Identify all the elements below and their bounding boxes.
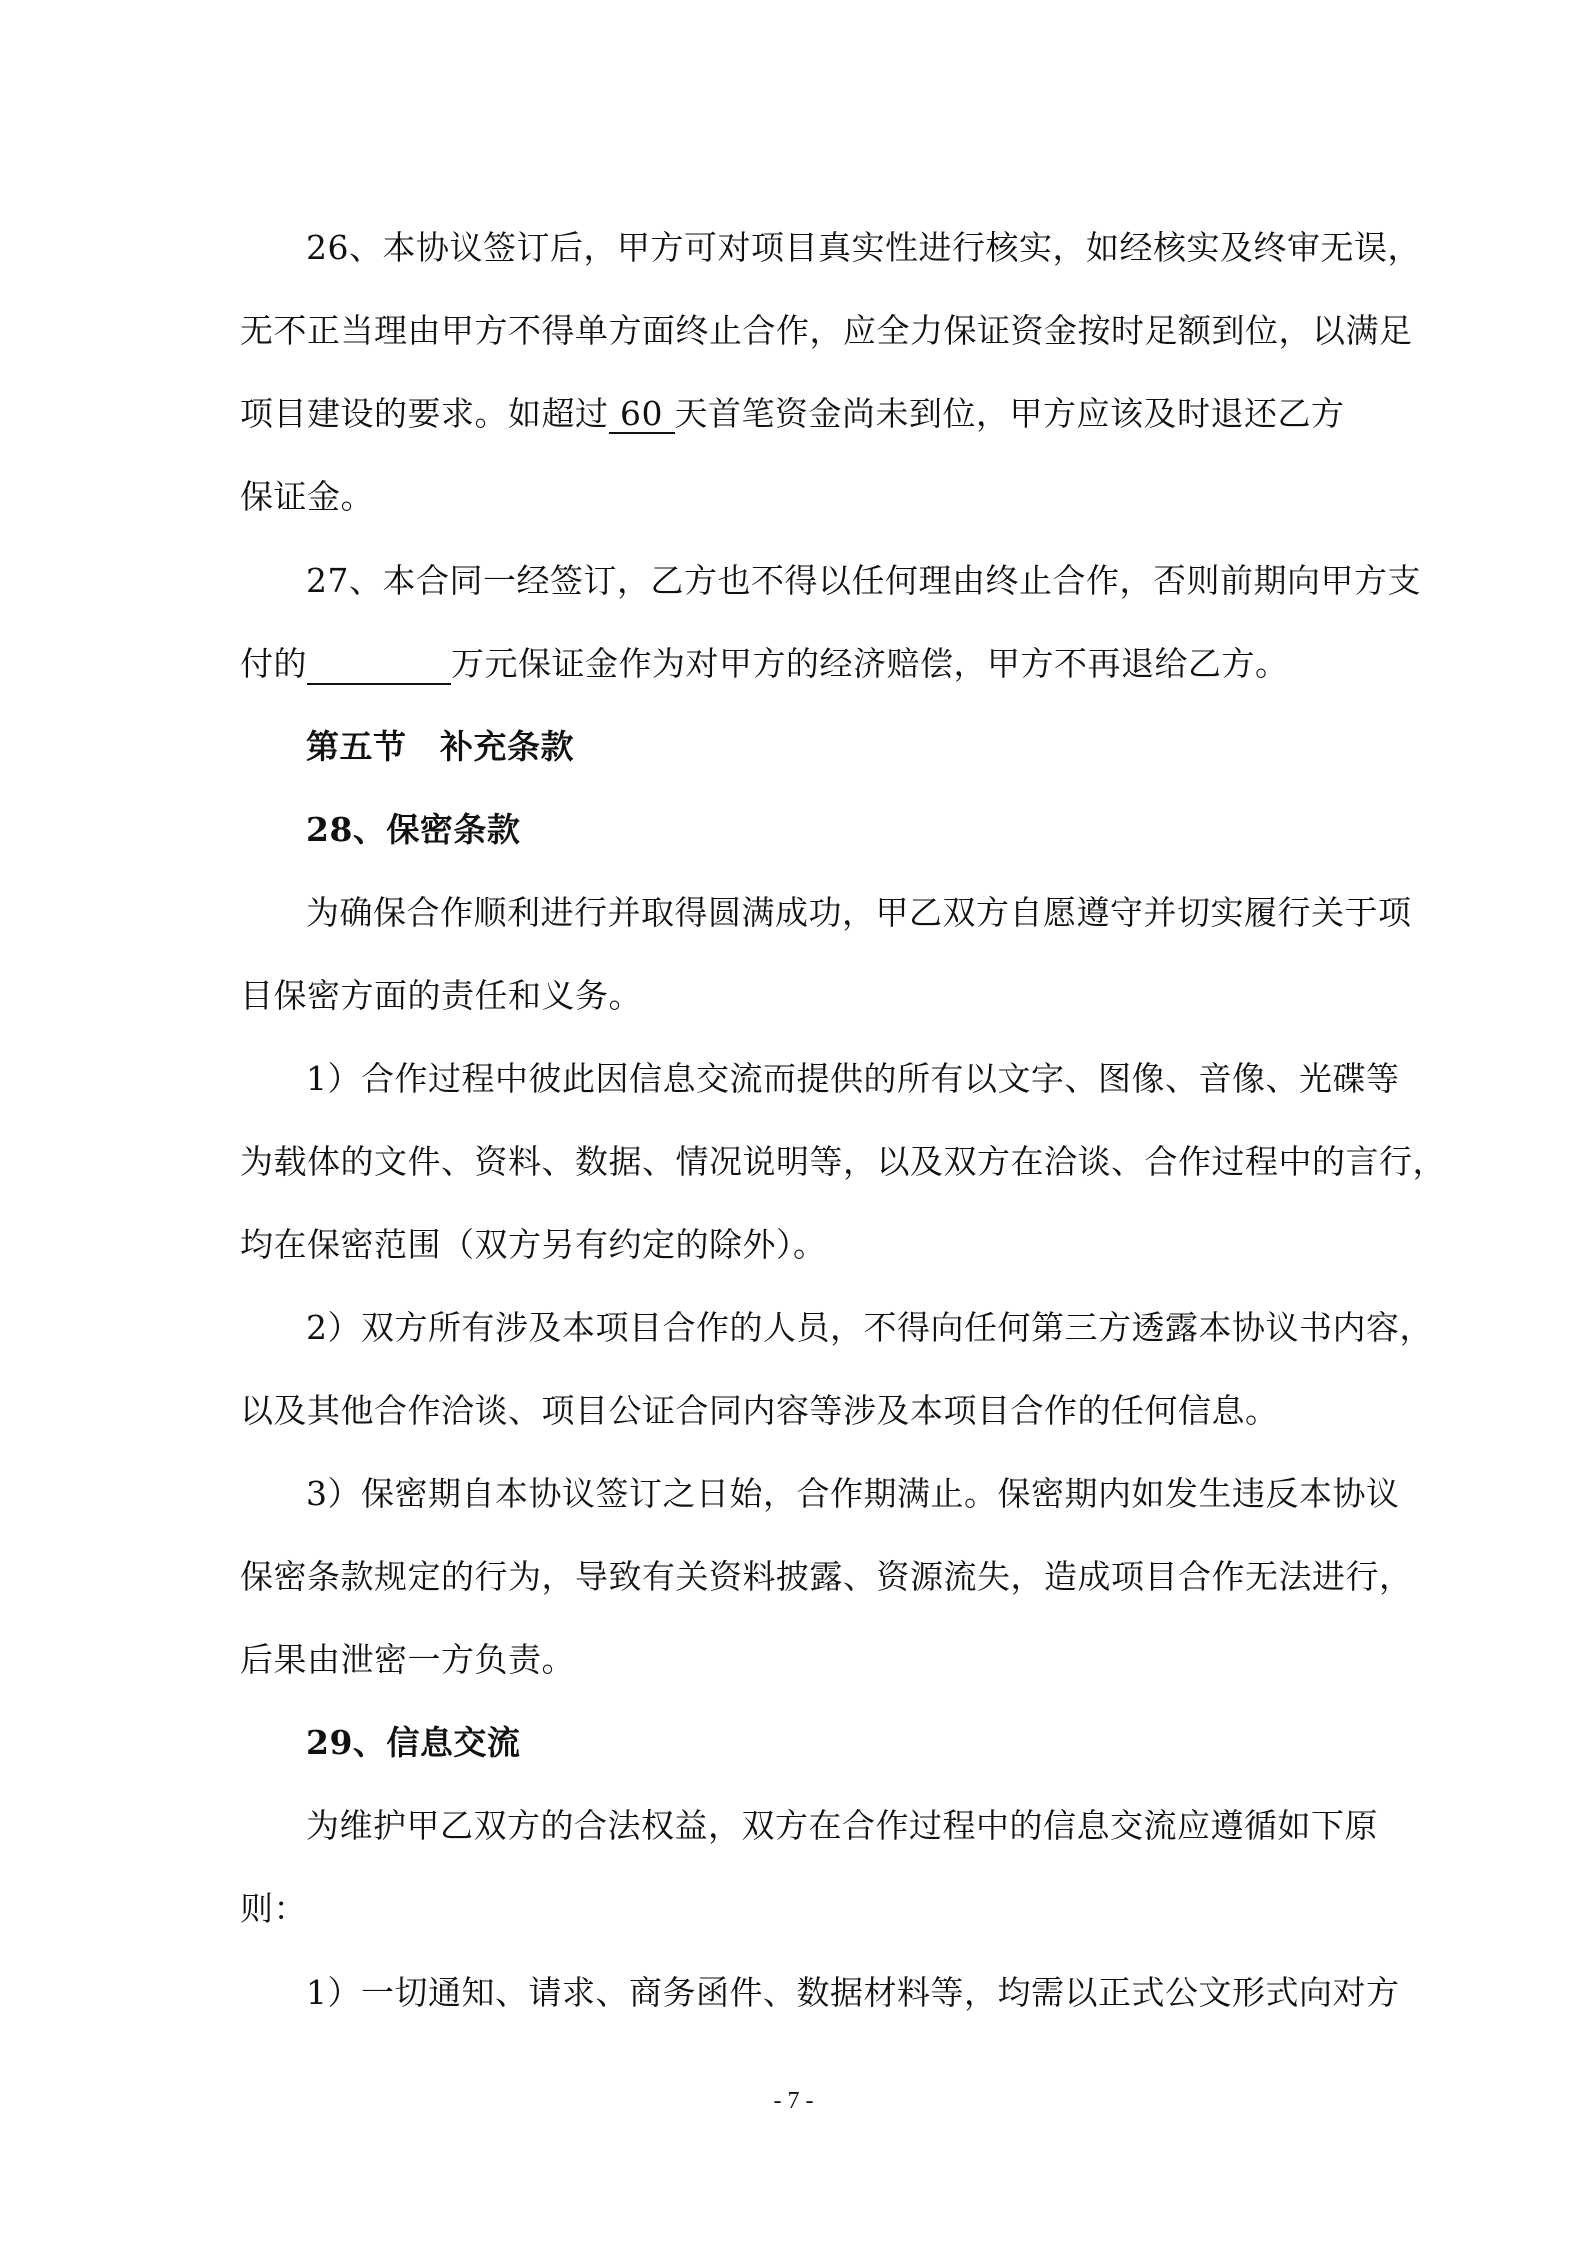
- clause-29-intro-line-2: 则：: [240, 1889, 307, 1928]
- clause-26-line-3-after: 天首笔资金尚未到位，甲方应该及时退还乙方: [674, 394, 1345, 433]
- clause-26-line-3: [240, 393, 1360, 435]
- section-5-heading: 第五节 补充条款: [306, 727, 574, 766]
- clause-26-line-4: 保证金。: [240, 477, 374, 516]
- clause-29-intro-line-1: 为维护甲乙双方的合法权益，双方在合作过程中的信息交流应遵循如下原: [306, 1806, 1378, 1845]
- clause-28-intro-line-1: 为确保合作顺利进行并取得圆满成功，甲乙双方自愿遵守并切实履行关于项: [306, 893, 1412, 932]
- clause-26-line-3-before: 项目建设的要求。如超过: [240, 394, 609, 433]
- first-funding-days-blank: 60: [609, 396, 675, 434]
- clause-28-intro-line-2: 目保密方面的责任和义务。: [240, 976, 642, 1015]
- clause-28-3-line-2: 保密条款规定的行为，导致有关资料披露、资源流失，造成项目合作无法进行，: [240, 1557, 1413, 1596]
- section-29-heading: 29、信息交流: [306, 1723, 521, 1762]
- clause-28-1-line-2: 为载体的文件、资料、数据、情况说明等，以及双方在洽谈、合作过程中的言行，: [240, 1142, 1446, 1181]
- page-number: - 7 -: [773, 2088, 814, 2114]
- clause-28-1-line-3: 均在保密范围（双方另有约定的除外）。: [240, 1225, 827, 1264]
- clause-28-1-line-1: 1）合作过程中彼此因信息交流而提供的所有以文字、图像、音像、光碟等: [306, 1059, 1400, 1098]
- clause-28-3-line-3: 后果由泄密一方负责。: [240, 1640, 575, 1679]
- section-28-heading: 28、保密条款: [306, 810, 521, 849]
- clause-29-1-line-1: 1）一切通知、请求、商务函件、数据材料等，均需以正式公文形式向对方: [306, 1973, 1400, 2012]
- clause-27-line-2-before: 付的: [240, 644, 307, 683]
- clause-27-line-1: 27、本合同一经签订，乙方也不得以任何理由终止合作，否则前期向甲方支: [306, 561, 1421, 600]
- clause-28-3-line-1: 3）保密期自本协议签订之日始，合作期满止。保密期内如发生违反本协议: [306, 1474, 1400, 1513]
- deposit-amount-blank: [307, 647, 451, 685]
- clause-28-2-line-2: 以及其他合作洽谈、项目公证合同内容等涉及本项目合作的任何信息。: [240, 1391, 1279, 1430]
- clause-26-line-1: 26、本协议签订后，甲方可对项目真实性进行核实，如经核实及终审无误，: [306, 228, 1421, 267]
- clause-27-line-2-after: 万元保证金作为对甲方的经济赔偿，甲方不再退给乙方。: [451, 644, 1289, 683]
- clause-28-2-line-1: 2）双方所有涉及本项目合作的人员，不得向任何第三方透露本协议书内容，: [306, 1308, 1433, 1347]
- clause-26-line-2: 无不正当理由甲方不得单方面终止合作，应全力保证资金按时足额到位，以满足: [240, 311, 1413, 350]
- clause-27-line-2: [240, 643, 1360, 685]
